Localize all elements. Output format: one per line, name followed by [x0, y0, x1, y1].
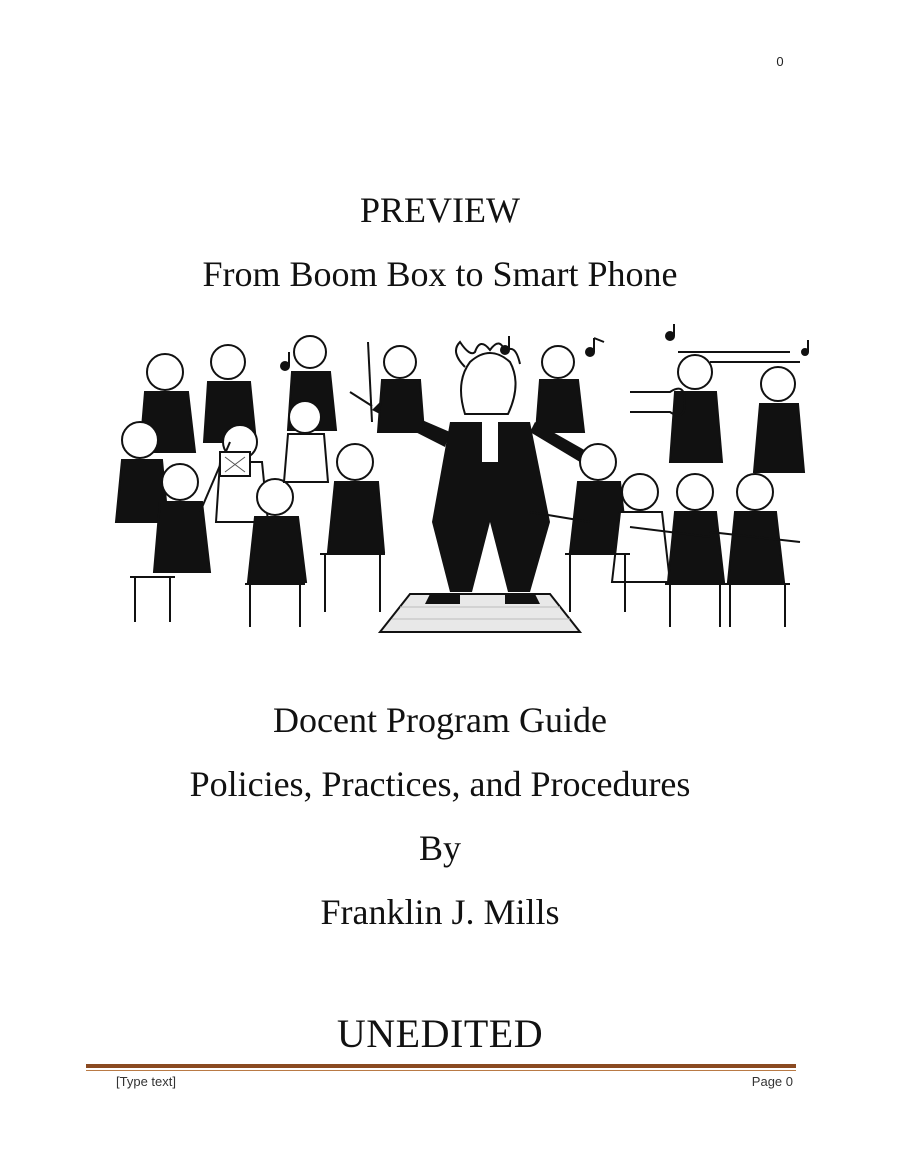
unedited-label: UNEDITED [336, 1011, 544, 1056]
cover-subtitle: From Boom Box to Smart Phone [202, 254, 678, 294]
musicians-right [536, 346, 804, 582]
footer-left-text: [Type text] [116, 1074, 176, 1089]
footer-rule-thin [86, 1070, 796, 1071]
author-name: Franklin J. Mills [320, 892, 560, 932]
guide-subtitle: Policies, Practices, and Procedures [189, 764, 691, 804]
musicians-left [116, 336, 424, 582]
page-number-top: 0 [776, 54, 784, 69]
footer-page-number: Page 0 [751, 1074, 793, 1089]
preview-label: PREVIEW [360, 190, 520, 230]
orchestra-cartoon-icon [110, 322, 810, 634]
guide-title: Docent Program Guide [273, 700, 607, 740]
podium-shape [380, 594, 580, 632]
by-label: By [418, 828, 461, 868]
footer-rule-thick [86, 1064, 796, 1068]
